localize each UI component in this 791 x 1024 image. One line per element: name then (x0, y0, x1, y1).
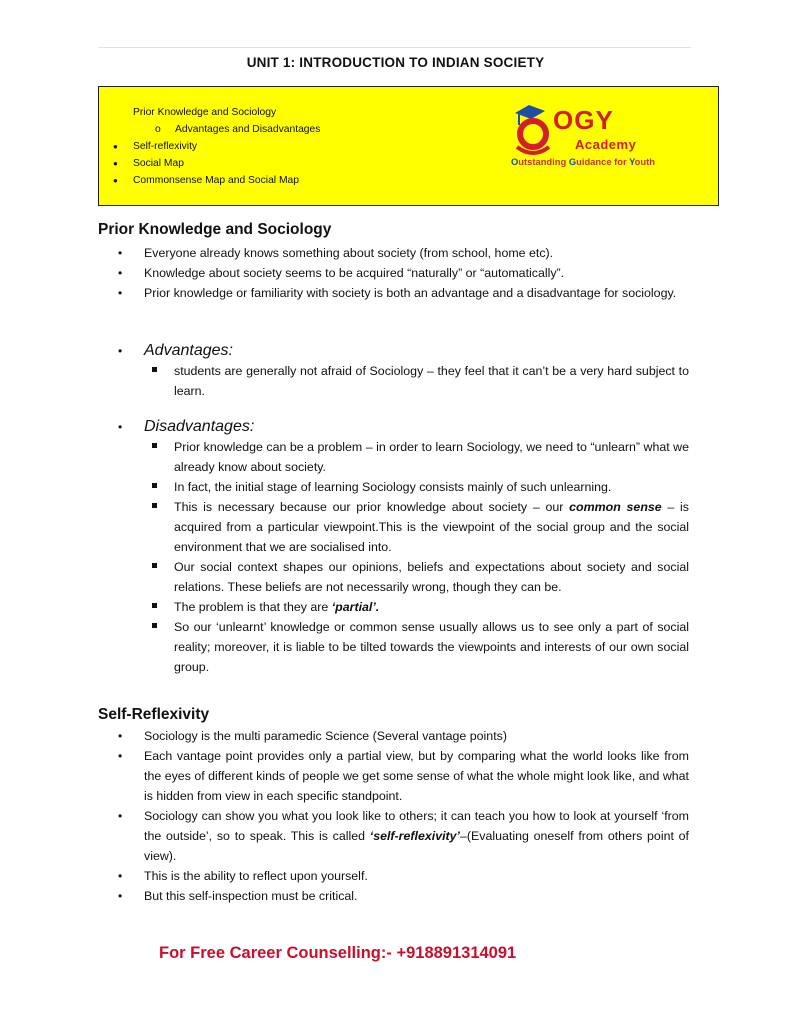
list-item: The problem is that they are ‘partial’. (98, 597, 689, 617)
bullet-list (98, 243, 689, 303)
toc-item-label: Commonsense Map and Social Map (133, 175, 299, 186)
section-prior-knowledge (98, 221, 689, 303)
toc-item-label: Self-reflexivity (133, 141, 198, 152)
bullet-icon: ● (113, 176, 118, 185)
list-item (98, 417, 689, 437)
disadvantages-block (98, 417, 689, 677)
list-item: • But this self-inspection must be critical. (98, 886, 689, 906)
section-self-reflexivity (98, 706, 689, 906)
section-heading: Prior Knowledge and Sociology (98, 221, 332, 238)
toc-sub-marker: o (155, 124, 161, 135)
toc-item (113, 172, 299, 189)
list-item: Prior knowledge can be a problem – in order to learn Sociology, we need to “unlearn” what we already know about society. (98, 437, 689, 477)
sub-list (98, 361, 689, 401)
toc-subitem-label: Advantages and Disadvantages (175, 124, 321, 135)
bullet-icon: ● (113, 142, 118, 151)
list-item: This is necessary because our prior knowledge about society – our common sense – is acquired from a particular viewpoint.This is the viewpoint of the social group and the social environment that we are socialised into. (98, 497, 689, 557)
list-item: So our ‘unlearnt’ knowledge or common sense usually allows us to see only a part of social reality; moreover, it is liable to be tilted towards the viewpoints and interests of our own social group. (98, 617, 689, 677)
contents-box (98, 86, 719, 206)
advantages-block (98, 341, 689, 401)
disadvantages-label: Disadvantages: (144, 418, 255, 435)
page-title: UNIT 1: INTRODUCTION TO INDIAN SOCIETY (246, 55, 545, 70)
toc-item (113, 155, 184, 172)
disadvantages-list (98, 417, 689, 437)
list-item: • Knowledge about society seems to be acquired “naturally” or “automatically”. (98, 263, 689, 283)
list-item: In fact, the initial stage of learning Sociology consists mainly of such unlearning. (98, 477, 689, 497)
logo-brand: OGY (553, 105, 614, 135)
toc-subitem (155, 121, 320, 138)
list-item (98, 341, 689, 361)
list-item: • Sociology can show you what you look like to others; it can teach you how to look at yourself ‘from the outside’, so to speak. This is called ‘self-reflexivity’–(Evaluating oneself from others point of view). (98, 806, 689, 866)
sub-list (98, 437, 689, 677)
list-item: • This is the ability to reflect upon yourself. (98, 866, 689, 886)
advantages-list (98, 341, 689, 361)
bullet-list (98, 726, 689, 906)
list-item: • Everyone already knows something about society (from school, home etc). (98, 243, 689, 263)
section-heading: Self-Reflexivity (98, 706, 210, 723)
toc-item-label: Social Map (133, 158, 184, 169)
logo-academy: Academy (575, 137, 637, 152)
logo-tagline: Outstanding Guidance for Youth (511, 156, 655, 167)
graduation-cap-o-icon (511, 101, 559, 157)
list-item: students are generally not afraid of Sociology – they feel that it can’t be a very hard subject to learn. (98, 361, 689, 401)
list-item: Our social context shapes our opinions, beliefs and expectations about society and social relations. These beliefs are not necessarily wrong, though they can be. (98, 557, 689, 597)
list-item: • Prior knowledge or familiarity with society is both an advantage and a disadvantage for sociology. (98, 283, 689, 303)
page-top-rule (98, 47, 691, 48)
advantages-label: Advantages: (144, 342, 233, 359)
list-item: • Each vantage point provides only a partial view, but by comparing what the world looks like from the eyes of different kinds of people we get some sense of what the whole might look like, and what is hidden from view in each specific standpoint. (98, 746, 689, 806)
toc-item (113, 138, 197, 155)
bullet-icon: ● (113, 159, 118, 168)
toc-heading: Prior Knowledge and Sociology (133, 107, 277, 118)
list-item: • Sociology is the multi paramedic Science (Several vantage points) (98, 726, 689, 746)
footer-counselling: For Free Career Counselling:- +918891314091 (159, 944, 517, 962)
ogy-academy-logo (511, 101, 661, 187)
